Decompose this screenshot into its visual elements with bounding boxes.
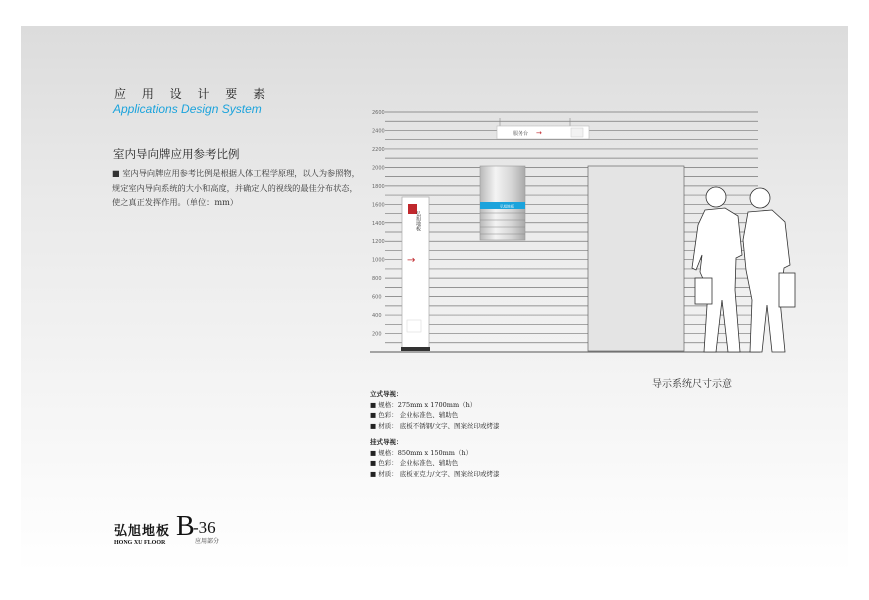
spec-hanging-size: ■ 规格：850mm x 150mm（h）	[370, 448, 473, 457]
section-description: ■ 室内导向牌应用参考比例是根据人体工程学原理，以人为参照物，规定室内导向系统的大小和高度，并确定人的视线的最佳分布状态，使之真正发挥作用。（单位：mm）	[112, 168, 360, 207]
height-tick-label: 800	[372, 276, 382, 283]
height-tick-label: 1600	[372, 202, 385, 209]
height-tick-label: 200	[372, 331, 382, 338]
spec-standing-color: ■ 色彩： 企业标准色、辅助色	[370, 411, 459, 419]
height-tick-label: 600	[372, 294, 382, 301]
diagram-caption: 导示系统尺寸示意	[652, 379, 732, 390]
height-tick-label: 2200	[372, 146, 385, 153]
height-tick-label: 2000	[372, 165, 385, 172]
section-title: 室内导向牌应用参考比例	[113, 147, 240, 161]
standing-sign-text: 弘旭地板	[415, 211, 421, 231]
spec-standing	[370, 389, 499, 431]
spec-hanging	[370, 437, 499, 479]
door-panel	[588, 166, 684, 351]
height-tick-label: 1800	[372, 183, 385, 190]
section-letter: B	[176, 511, 195, 542]
arrow-right-icon: →	[407, 255, 416, 266]
height-tick-label: 1400	[372, 220, 385, 227]
height-tick-label: 1200	[372, 239, 385, 246]
pillar-sign-text: 弘旭地板	[500, 204, 514, 209]
page-section-label: 应用部分	[195, 538, 220, 545]
spec-hanging-material: ■ 材质： 底板亚克力/文字、图案丝印或烤漆	[370, 469, 500, 478]
height-tick-label: 400	[372, 313, 382, 320]
spec-list	[370, 389, 499, 485]
height-tick-label: 2400	[372, 128, 385, 135]
spec-hanging-color: ■ 色彩： 企业标准色、辅助色	[370, 459, 459, 467]
height-tick-label: 2600	[372, 110, 385, 116]
header-title-en: Applications Design System	[113, 102, 262, 116]
spec-standing-title: 立式导视：	[370, 390, 403, 398]
height-scale	[372, 110, 385, 338]
brand-name-en: HONG XU FLOOR	[114, 540, 166, 546]
pillar-sign	[480, 166, 525, 240]
header-title-cn: 应 用 设 计 要 素	[114, 87, 272, 101]
brand-logo	[114, 520, 170, 546]
spec-standing-size: ■ 规格：275mm x 1700mm（h）	[370, 400, 477, 409]
standing-sign	[401, 197, 430, 351]
spec-hanging-title: 挂式导视：	[370, 438, 403, 446]
brand-name-cn: 弘旭地板	[114, 524, 171, 539]
spec-standing-material: ■ 材质： 底板不锈钢/文字、图案丝印或烤漆	[370, 421, 500, 430]
human-figures-icon	[692, 187, 795, 352]
page-number: -36	[193, 518, 216, 537]
arrow-right-icon: →	[536, 129, 542, 137]
height-tick-label: 1000	[372, 257, 385, 264]
hanging-sign-text: 服务台	[513, 131, 529, 137]
